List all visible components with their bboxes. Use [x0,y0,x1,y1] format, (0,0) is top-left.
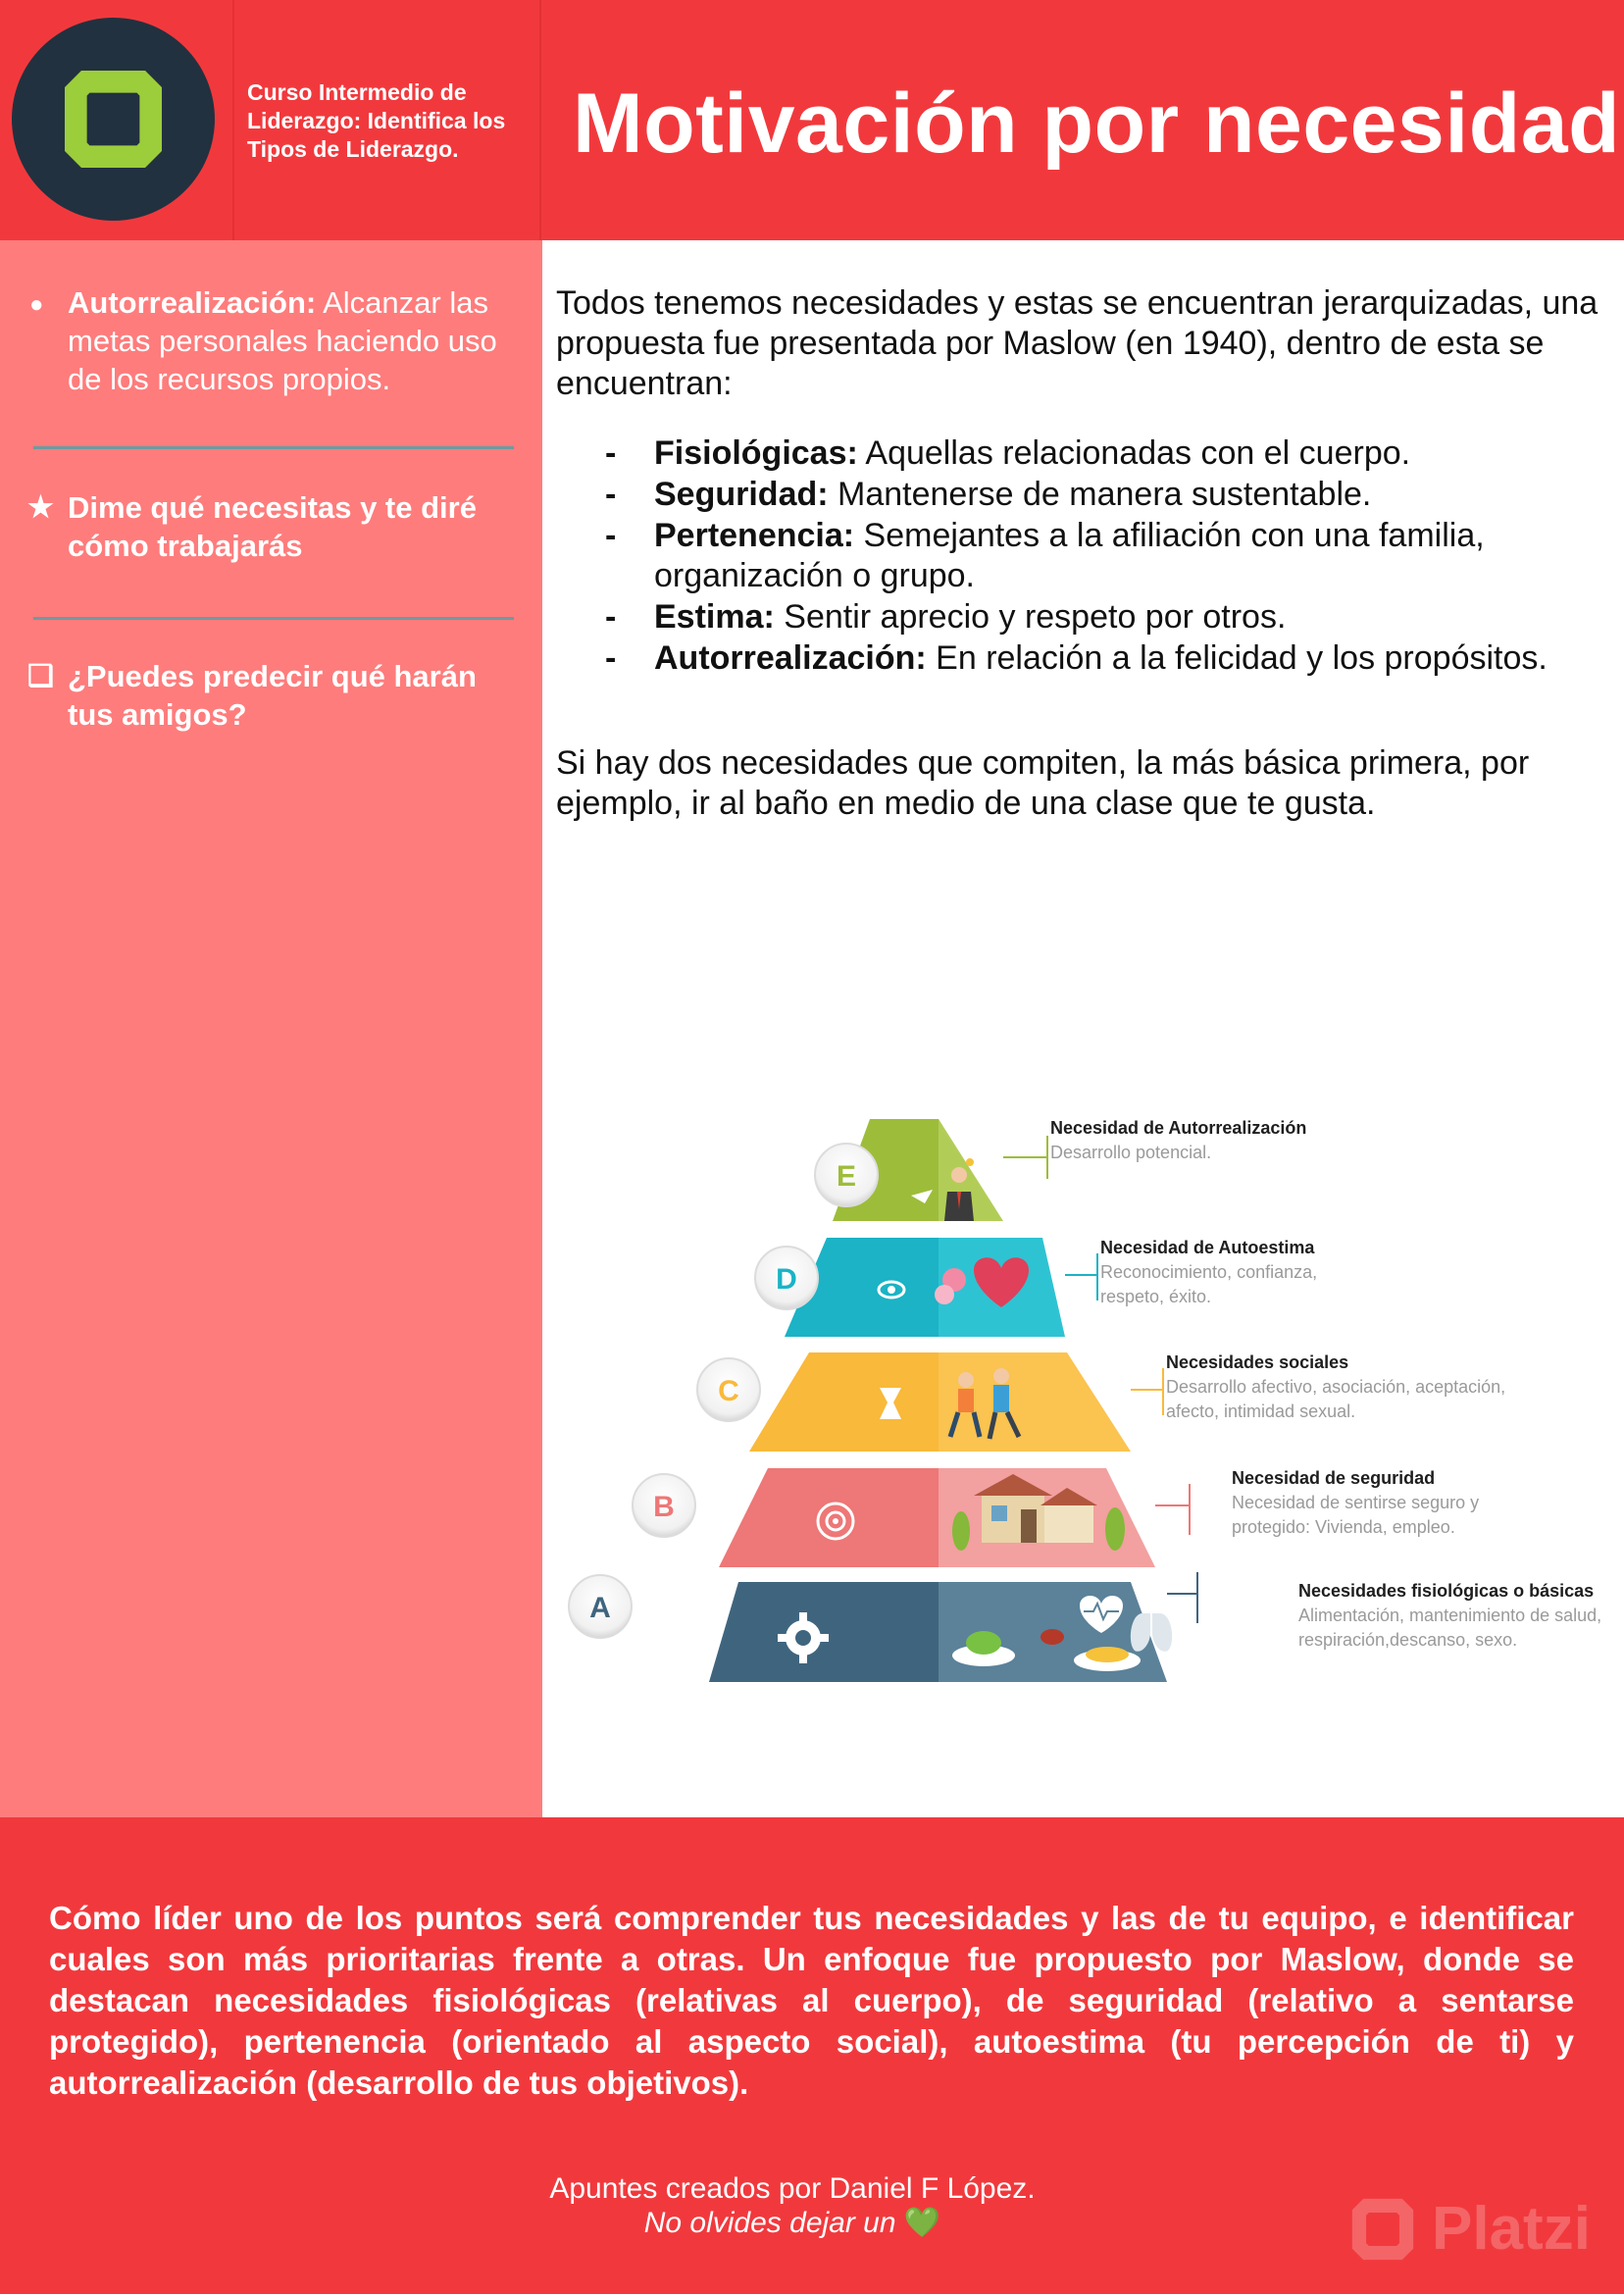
tier-e-desc: Desarrollo potencial. [1050,1143,1212,1162]
list-item [556,475,1615,515]
tier-b-title: Necesidad de seguridad [1232,1468,1436,1488]
tier-d-title: Necesidad de Autoestima [1100,1238,1315,1257]
sidebar-item-text: ¿Puedes predecir qué harán tus amigos? [68,659,477,732]
header [0,0,1624,240]
tier-a-letter: A [589,1592,611,1624]
needs-list [556,433,1615,680]
dash-bullet: - [605,598,617,636]
tier-c-letter: C [718,1375,739,1407]
sidebar-item-term: Autorrealización: [68,285,317,320]
dash-bullet: - [605,476,617,513]
logo [12,18,215,221]
tier-e-letter: E [836,1160,857,1193]
need-term: Pertenencia: [654,517,855,554]
need-term: Fisiológicas: [654,434,858,472]
need-text: Mantenerse de manera sustentable. [828,476,1372,513]
reminder-line [0,2206,1585,2241]
tier-e-title: Necesidad de Autorrealización [1050,1118,1307,1138]
sidebar-item-text: Dime qué necesitas y te diré cómo trabajarás [68,490,477,563]
conclusion-paragraph: Si hay dos necesidades que compiten, la más básica primera, por ejemplo, ir al baño en medio de una clase que te gusta. [556,744,1530,822]
dash-bullet: - [605,434,617,472]
tier-d-desc: Reconocimiento, confianza, respeto, éxito. [1100,1262,1318,1306]
green-heart-icon: 💚 [903,2207,941,2239]
tier-d [755,1238,1097,1337]
main-content [542,240,1624,1817]
tier-c-title: Necesidades sociales [1166,1352,1349,1372]
sidebar-item-text [68,283,523,398]
tier-c-desc: Desarrollo afectivo, asociación, aceptación, afecto, intimidad sexual. [1166,1377,1506,1421]
summary-paragraph: Cómo líder uno de los puntos será comprender tus necesidades y las de tu equipo, e identificar cuales son más prioritarias frente a otras. Un enfoque fue propuesto por Maslow, donde se destacan necesidades fisiológicas (relativas al cuerpo), de seguridad (relativo a sentarse protegido), pertenencia (orientado al aspecto social), autoestima (tu percepción de ti) y autorrealización (desarrollo de tus objetivos). [49,1900,1574,2101]
bullet-dot-icon: ● [29,291,44,318]
tier-a [569,1572,1197,1682]
list-item [556,433,1615,474]
sidebar [0,240,542,1817]
sidebar-divider [33,617,514,620]
checkbox-icon: ❑ [27,660,54,692]
maslow-pyramid [542,858,1624,1702]
sidebar-item-autorrealizacion [27,283,523,398]
header-divider [539,0,541,240]
list-item [556,516,1615,596]
need-text: Sentir aprecio y respeto por otros. [774,598,1287,636]
need-term: Seguridad: [654,476,829,513]
need-text: Aquellas relacionadas con el cuerpo. [857,434,1411,472]
credit-line: Apuntes creados por Daniel F López. [549,2172,1036,2205]
tier-b-letter: B [653,1491,675,1523]
tier-b [633,1468,1190,1567]
reminder-text: No olvides dejar un [643,2207,904,2239]
star-icon: ★ [27,491,54,524]
need-term: Autorrealización: [654,639,927,677]
sidebar-item-question [27,657,523,734]
sidebar-divider [33,446,514,449]
tier-c [697,1352,1163,1452]
course-title: Curso Intermedio de Liderazgo: Identifica los Tipos de Liderazgo. [247,79,506,162]
intro-paragraph: Todos tenemos necesidades y estas se encuentran jerarquizadas, una propuesta fue presentada por Maslow (en 1940), dentro de esta se encuentran: [556,284,1599,402]
tier-e [815,1119,1047,1221]
header-divider [232,0,234,240]
pyramid-graphic [542,858,1624,1702]
tier-a-title: Necesidades fisiológicas o básicas [1298,1581,1595,1601]
need-text: Semejantes a la afiliación con una familia, organización o grupo. [654,517,1485,594]
tier-b-desc: Necesidad de sentirse seguro y protegido: Vivienda, empleo. [1232,1493,1480,1537]
dash-bullet: - [605,517,617,554]
list-item [556,638,1615,679]
page-title: Motivación por necesidad [573,76,1621,171]
need-text: En relación a la felicidad y los propósitos. [926,639,1548,677]
footer [0,1817,1624,2294]
tier-a-desc: Alimentación, mantenimiento de salud, respiración,descanso, sexo. [1298,1606,1602,1650]
sidebar-item-definition: Alcanzar las metas personales haciendo uso de los recursos propios. [68,285,497,396]
list-item [556,597,1615,637]
dash-bullet: - [605,639,617,677]
platzi-logo-icon [12,18,215,221]
sidebar-item-quote [27,488,523,565]
watermark-text: Platzi [1432,2195,1591,2263]
tier-d-letter: D [776,1263,797,1296]
need-term: Estima: [654,598,775,636]
